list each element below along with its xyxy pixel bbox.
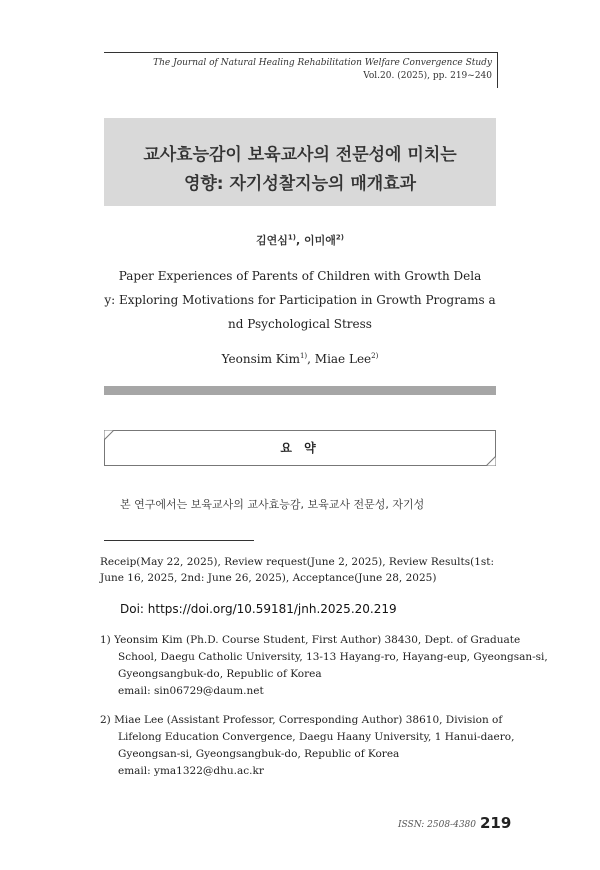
author-en-2: Miae Lee <box>314 352 372 366</box>
receipt-line2: June 16, 2025, 2nd: June 26, 2025), Acceptance(June 28, 2025) <box>100 572 437 584</box>
footnote1-line2: School, Daegu Catholic University, 13-13 Hayang-ro, Hayang-eup, Gyeongsan-si, <box>118 651 548 663</box>
author-en-1-affiliation: 1) <box>299 352 308 360</box>
author-ko-1-affiliation: 1) <box>287 233 296 242</box>
author-ko-2-affiliation: 2) <box>335 233 344 242</box>
author-ko-separator: , <box>295 234 304 247</box>
title-en-line2: y: Exploring Motivations for Participation in Growth Programs a <box>104 293 496 307</box>
corner-bottom-right <box>486 456 496 466</box>
doi-link[interactable]: Doi: https://doi.org/10.59181/jnh.2025.20.219 <box>120 602 397 616</box>
author-ko-1: 김연심 <box>256 234 288 247</box>
footnote1-line3: Gyeongsangbuk-do, Republic of Korea <box>118 668 322 680</box>
volume-pages: Vol.20. (2025), pp. 219~240 <box>363 71 492 81</box>
journal-name: The Journal of Natural Healing Rehabilitation Welfare Convergence Study <box>153 58 492 68</box>
author-en-1: Yeonsim Kim <box>221 352 300 366</box>
section-divider-bar <box>104 386 496 395</box>
title-ko-line2: 영향: 자기성찰지능의 매개효과 <box>183 174 417 194</box>
abstract-body: 본 연구에서는 보육교사의 교사효능감, 보육교사 전문성, 자기성 <box>120 498 425 511</box>
footnote1-email[interactable]: email: sin06729@daum.net <box>118 685 264 697</box>
title-en-line1: Paper Experiences of Parents of Children with Growth Dela <box>118 269 482 283</box>
footnote-rule <box>104 540 254 541</box>
title-ko-line1: 교사효능감이 보육교사의 전문성에 미치는 <box>143 145 457 165</box>
footnote2-line2: Lifelong Education Convergence, Daegu Haany University, 1 Hanui-daero, <box>118 731 515 743</box>
footnote2-email[interactable]: email: yma1322@dhu.ac.kr <box>118 765 264 777</box>
author-ko-2: 이미애 <box>304 234 336 247</box>
title-en-line3: nd Psychological Stress <box>228 317 372 331</box>
abstract-heading: 요 약 <box>280 441 320 455</box>
authors-ko <box>0 232 600 248</box>
footnote1-line1: 1) Yeonsim Kim (Ph.D. Course Student, First Author) 38430, Dept. of Graduate <box>100 634 521 646</box>
author-en-separator: , <box>307 352 315 366</box>
receipt-line1: Receip(May 22, 2025), Review request(June 2, 2025), Review Results(1st: <box>100 556 495 568</box>
authors-en <box>0 352 600 366</box>
footnote2-line1: 2) Miae Lee (Assistant Professor, Corresponding Author) 38610, Division of <box>100 714 503 726</box>
issn: ISSN: 2508-4380 <box>397 820 476 830</box>
author-en-2-affiliation: 2) <box>371 352 379 360</box>
page-number: 219 <box>480 814 512 832</box>
footnote2-line3: Gyeongsan-si, Gyeongsangbuk-do, Republic of Korea <box>118 748 400 760</box>
